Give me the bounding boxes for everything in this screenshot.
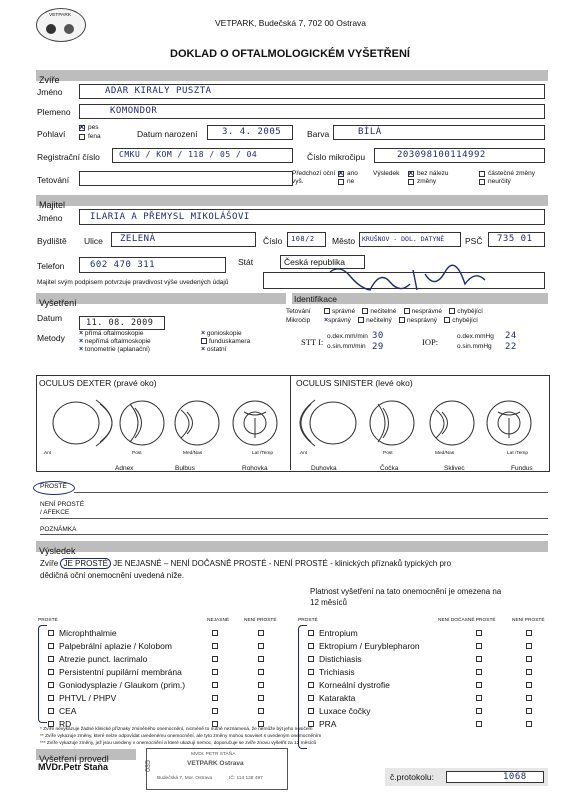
label-barva: Barva (307, 129, 330, 139)
method-5[interactable]: funduskamera (201, 338, 250, 346)
label-bydliste: Bydliště (37, 236, 67, 246)
disease-row[interactable]: Microphthalmie (48, 627, 278, 640)
label-castecne: částečné změny (488, 170, 535, 177)
label-iop-sin: o.sin.mmHg (457, 343, 492, 350)
label-bez-nalezu: bez nálezu (417, 170, 449, 177)
doctor-name: MVDr.Petr Staňa (38, 762, 109, 772)
checkbox-neurcity[interactable] (479, 179, 485, 185)
field-exam-date[interactable]: 11. 08. 2009 (79, 316, 165, 330)
oculus-divider (290, 375, 291, 470)
label-jmeno: Jméno (37, 87, 63, 97)
id-chip-options[interactable]: ×správný nečitelný nesprávný chybějící (324, 317, 478, 324)
label-iop: IOP: (422, 337, 439, 347)
method-4[interactable]: × gonioskopie (201, 330, 242, 337)
disease-row[interactable]: CEA (48, 705, 278, 718)
footnote-1: * Zvíře nevykazuje žádné klinické příznaky zmíněného onemocnění, nicméně to nutně neznamená, že nemůže být jeho nosičem (40, 727, 313, 732)
vysledek-line-1: Zvíře JE PROSTÉ JE NEJASNÉ – NENÍ DOČASNĚ PROSTÉ - NENÍ PROSTÉ - klinických příznaků typických pro (40, 559, 452, 568)
eye-label-lat-l: Lat /Temp (507, 451, 529, 456)
col-proste-left: PROSTÉ (38, 618, 58, 623)
poznamka-line (40, 534, 548, 535)
label-predchozi: Předchozí oční (292, 170, 336, 177)
structure-fundus: Fundus (511, 465, 533, 472)
field-registration[interactable]: CMKU / KOM / 118 / 05 / 04 (112, 148, 293, 163)
value-stt-dex: 30 (372, 331, 384, 341)
stamp-number: 035 (144, 760, 152, 772)
label-mesto: Město (332, 236, 356, 246)
disease-list-right (308, 627, 543, 731)
label-tetovani: Tetování (37, 175, 70, 185)
label-majitel-jmeno: Jméno (37, 213, 63, 223)
disease-row[interactable]: Trichiasis (308, 666, 543, 679)
col-nejasne: NEJASNÉ (207, 618, 230, 623)
checkbox-bez-nalezu[interactable]: × (408, 168, 414, 178)
structure-sklivec: Sklivec (444, 465, 465, 472)
result-proste: PROSTÉ (40, 483, 67, 490)
field-color[interactable]: BÍLÁ (333, 125, 545, 140)
label-psc: PSČ (465, 236, 483, 246)
label-id-mikrocip: Mikročip (286, 317, 311, 324)
disease-list-left (48, 627, 278, 731)
field-microchip[interactable]: 203098100114992 (374, 148, 545, 163)
field-protokol[interactable]: 1068 (446, 771, 544, 783)
label-predchozi-2: vyš. (292, 178, 304, 185)
checkbox-fena[interactable] (79, 134, 85, 140)
owner-declaration: Majitel svým podpisem potvrzuje pravdivost výše uvedených údajů (37, 279, 229, 286)
footnote-2: ** Zvíře vykazuje změny, které nelze odpovídat uvedenému onemocnění, ale tyto změny mohou souviset s uvedeným onemocněním (40, 734, 322, 739)
field-phone[interactable]: 602 470 311 (79, 257, 226, 273)
field-street[interactable]: ZELENÁ (111, 232, 256, 247)
method-2[interactable]: × nepřímá oftalmoskopie (79, 338, 151, 345)
label-neurcity: neurčitý (488, 178, 511, 185)
disease-row[interactable]: Entropium (308, 627, 543, 640)
protokol-label: č.protokolu: (390, 772, 434, 782)
eye-label-post-l: Post (383, 451, 393, 456)
eye-diagram-right[interactable] (40, 388, 288, 458)
je-proste-circled: JE PROSTÉ (60, 558, 110, 569)
label-stat: Stát (238, 257, 254, 267)
disease-row[interactable]: Palpebrální aplazie / Kolobom (48, 640, 278, 653)
disease-row[interactable]: Atrezie punct. lacrimalo (48, 653, 278, 666)
label-stt-dex: o.dex.mm/min (327, 333, 368, 340)
result-poznamka: POZNÁMKA (40, 526, 77, 533)
section-vysetreni: Vyšetření (36, 293, 286, 304)
result-neni-proste: NENÍ PROSTÉ (40, 501, 85, 508)
eye-label-lat-r: Lat /Temp (252, 451, 274, 456)
structure-cocka: Čočka (380, 465, 399, 472)
col-neni-right: NENÍ PROSTÉ (512, 618, 545, 623)
section-provedl: Vyšetření provedl (36, 749, 136, 760)
structure-bulbus: Bulbus (175, 465, 195, 472)
eye-label-ant-l: Ant (300, 451, 308, 456)
label-pohlavi: Pohlaví (37, 129, 66, 139)
footnote-3: *** Zvíře vykazuje změny, jež jsou uvedeny v onemocnění a které ukazují nemoc, doporučuje se zvíře znovu vyšetřit za 12 měsíců (40, 741, 317, 746)
checkbox-pes[interactable]: × (79, 122, 85, 132)
field-tattoo[interactable] (79, 171, 293, 186)
col-neni-left: NENÍ PROSTÉ (244, 618, 277, 623)
label-fena: fena (88, 133, 101, 140)
label-stt-sin: o.sin.mm/min (327, 343, 366, 350)
field-country[interactable]: Česká republika (280, 255, 365, 269)
value-iop-dex: 24 (505, 331, 517, 341)
checkbox-castecne[interactable] (479, 171, 485, 177)
field-zip[interactable]: 735 01 (488, 232, 545, 247)
page-title: DOKLAD O OFTALMOLOGICKÉM VYŠETŘENÍ (170, 48, 410, 60)
method-3[interactable]: × tonometrie (aplanační) (79, 346, 150, 353)
clinic-stamp: 035 MVDr. PETR STAŇA VETPARK Ostrava Budečská 7, Mor. Ostrava IČ: 114 128 497 (146, 748, 288, 790)
label-mikrocip: Číslo mikročipu (307, 152, 366, 162)
platnost-2: 12 měsíců (310, 598, 347, 607)
label-ano: ano (347, 170, 358, 177)
label-registracni: Registrační číslo (37, 152, 100, 162)
method-1[interactable]: × přímá oftalmoskopie (79, 330, 144, 337)
disease-row[interactable]: PRA (308, 718, 543, 731)
label-datum-narozeni: Datum narození (137, 129, 198, 139)
clinic-logo (36, 8, 86, 42)
disease-row[interactable]: PHTVL / PHPV (48, 692, 278, 705)
label-ne: ne (347, 178, 355, 185)
label-id-tetovani: Tetování (286, 308, 311, 315)
eye-label-post-r: Post (132, 451, 142, 456)
disease-row[interactable]: Goniodysplazie / Glaukom (prim.) (48, 679, 278, 692)
disease-row[interactable]: Luxace čočky (308, 705, 543, 718)
disease-row[interactable]: RD (48, 718, 278, 731)
label-iop-dex: o.dex.mmHg (457, 333, 494, 340)
label-ulice: Ulice (84, 236, 103, 246)
oculus-sinister-title: OCULUS SINISTER (levé oko) (296, 378, 413, 388)
label-plemeno: Plemeno (37, 107, 71, 117)
eye-label-med-l: Med/Nas (435, 451, 455, 456)
field-house-number[interactable]: 108/2 (287, 232, 326, 247)
structure-rohovka: Rohovka (242, 465, 268, 472)
checkbox-zmeny[interactable] (408, 179, 414, 185)
structure-adnex: Adnex (115, 465, 134, 472)
platnost: Platnost vyšetření na tato onemocnění je omezena na (310, 587, 502, 596)
logo-text: VETPARK (49, 13, 72, 18)
label-vysledek: Výsledek (373, 170, 400, 177)
checkbox-predchozi-ne[interactable] (338, 179, 344, 185)
checkbox-predchozi-ano[interactable]: × (338, 168, 344, 178)
proste-line (74, 492, 548, 493)
value-iop-sin: 22 (505, 342, 517, 352)
label-vysetreni-datum: Datum (37, 313, 63, 323)
label-zmeny: změny (417, 178, 437, 185)
label-stt: STT I: (301, 337, 324, 347)
label-pes: pes (88, 124, 99, 131)
label-telefon: Telefon (37, 261, 65, 271)
section-zvire: Zvíře (36, 70, 548, 81)
identifikace-header: Identifikace (292, 293, 548, 304)
method-6[interactable]: × ostatní (201, 346, 227, 353)
disease-row[interactable]: Katarakta (308, 692, 543, 705)
field-owner-name[interactable]: ILARIA A PŘEMYSL MIKOLÁŠOVI (79, 209, 545, 225)
eye-label-med-r: Med/Nas (183, 451, 203, 456)
col-neni-docasne: NENÍ DOČASNĚ PROSTÉ (438, 618, 496, 623)
field-animal-name[interactable]: ADAR KIRALY PUSZTA (79, 84, 545, 99)
label-cislo: Číslo (263, 236, 283, 246)
id-tattoo-options[interactable]: správné nečitelné nesprávné chybějící (324, 308, 483, 316)
section-vysledek: Výsledek (36, 541, 548, 552)
field-city[interactable]: KRUŠNOV - DOL. DATYNĚ (359, 232, 461, 247)
result-afekce: / AFEKCE (40, 509, 70, 516)
disease-row[interactable]: Distichiasis (308, 653, 543, 666)
disease-row[interactable]: Korneální dystrofie (308, 679, 543, 692)
neni-line (40, 518, 548, 519)
field-birth-date[interactable]: 3. 4. 2005 (207, 125, 293, 140)
vysledek-line-2: dědičná oční onemocnění uvedená níže. (40, 571, 185, 580)
structure-duhovka: Duhovka (311, 465, 337, 472)
label-metody: Metody (37, 333, 65, 343)
clinic-address: VETPARK, Budečská 7, 702 00 Ostrava (215, 18, 367, 28)
value-stt-sin: 29 (372, 342, 384, 352)
disease-row[interactable]: Persistentní pupilární membrána (48, 666, 278, 679)
section-majitel: Majitel (36, 195, 548, 206)
eye-label-ant-r: Ant (44, 451, 52, 456)
disease-row[interactable]: Ektropium / Euryblepharon (308, 640, 543, 653)
proste-bracket-left (38, 625, 47, 723)
col-proste-right: PROSTÉ (298, 618, 318, 623)
field-breed[interactable]: KOMONDOR (79, 104, 545, 119)
oculus-dexter-title: OCULUS DEXTER (pravé oko) (39, 378, 157, 388)
eye-diagram-left[interactable] (297, 388, 545, 458)
